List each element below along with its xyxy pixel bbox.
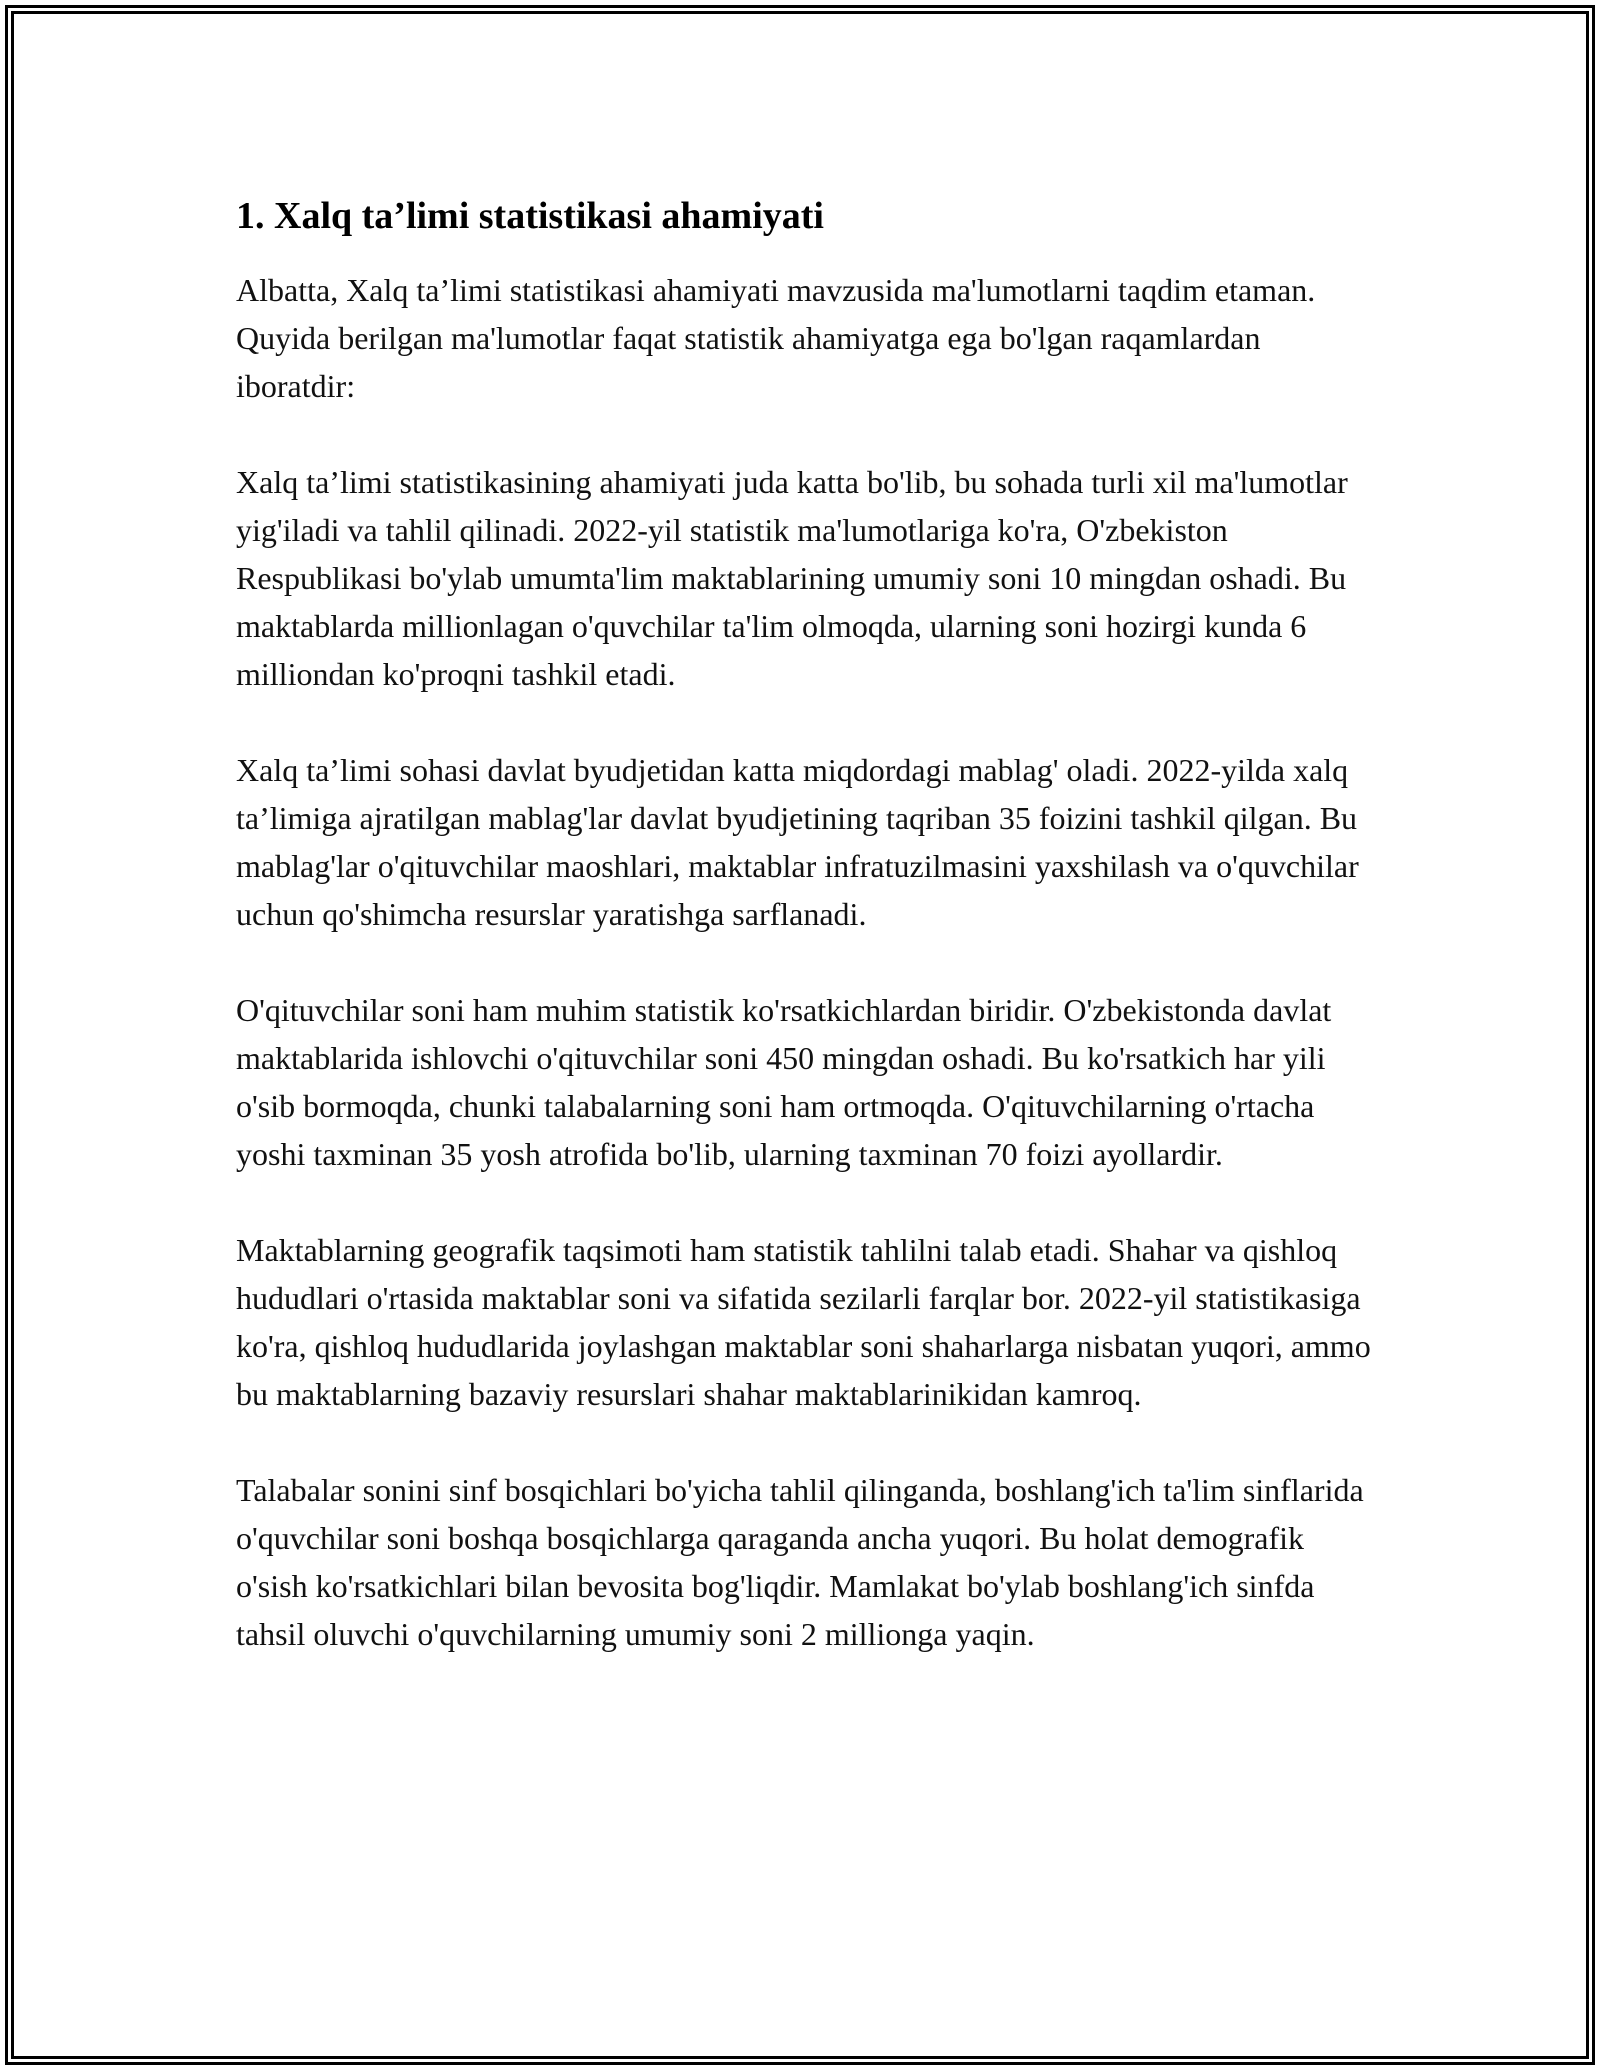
document-body xyxy=(236,188,1376,1706)
paragraph-teachers: O'qituvchilar soni ham muhim statistik ko'rsatkichlardan biridir. O'zbekistonda davlat maktablarida ishlovchi o'qituvchilar soni 450 mingdan oshadi. Bu ko'rsatkich har yili o'sib bormoqda, chunki talabalarning soni ham ortmoqda. O'qituvchilarning o'rtacha yoshi taxminan 35 yosh atrofida bo'lib, ularning taxminan 70 foizi ayollardir. xyxy=(236,992,1332,1172)
paragraph-intro: Albatta, Xalq ta’limi statistikasi ahamiyati mavzusida ma'lumotlarni taqdim etaman. Quyida berilgan ma'lumotlar faqat statistik ahamiyatga ega bo'lgan raqamlardan iboratdir: xyxy=(236,272,1316,404)
section-title: 1. Xalq ta’limi statistikasi ahamiyati xyxy=(236,195,824,237)
paragraph-school-count: Xalq ta’limi statistikasining ahamiyati juda katta bo'lib, bu sohada turli xil ma'lumotlar yig'iladi va tahlil qilinadi. 2022-yil statistik ma'lumotlariga ko'ra, O'zbekiston Respublikasi bo'ylab umumta'lim maktablarining umumiy soni 10 mingdan oshadi. Bu maktablarda millionlagan o'quvchilar ta'lim olmoqda, ularning soni hozirgi kunda 6 milliondan ko'proqni tashkil etadi. xyxy=(236,464,1348,692)
paragraph-grade-levels: Talabalar sonini sinf bosqichlari bo'yicha tahlil qilinganda, boshlang'ich ta'lim sinflarida o'quvchilar soni boshqa bosqichlarga qaraganda ancha yuqori. Bu holat demografik o'sish ko'rsatkichlari bilan bevosita bog'liqdir. Mamlakat bo'ylab boshlang'ich sinfda tahsil oluvchi o'quvchilarning umumiy soni 2 millionga yaqin. xyxy=(236,1472,1364,1652)
paragraph-budget: Xalq ta’limi sohasi davlat byudjetidan katta miqdordagi mablag' oladi. 2022-yilda xalq ta’limiga ajratilgan mablag'lar davlat byudjetining taqriban 35 foizini tashkil qilgan. Bu mablag'lar o'qituvchilar maoshlari, maktablar infratuzilmasini yaxshilash va o'quvchilar uchun qo'shimcha resurslar yaratishga sarflanadi. xyxy=(236,752,1359,932)
paragraph-geography: Maktablarning geografik taqsimoti ham statistik tahlilni talab etadi. Shahar va qishloq hududlari o'rtasida maktablar soni va sifatida sezilarli farqlar bor. 2022-yil statistikasiga ko'ra, qishloq hududlarida joylashgan maktablar soni shaharlarga nisbatan yuqori, ammo bu maktablarning bazaviy resurslari shahar maktablarinikidan kamroq. xyxy=(236,1232,1371,1412)
